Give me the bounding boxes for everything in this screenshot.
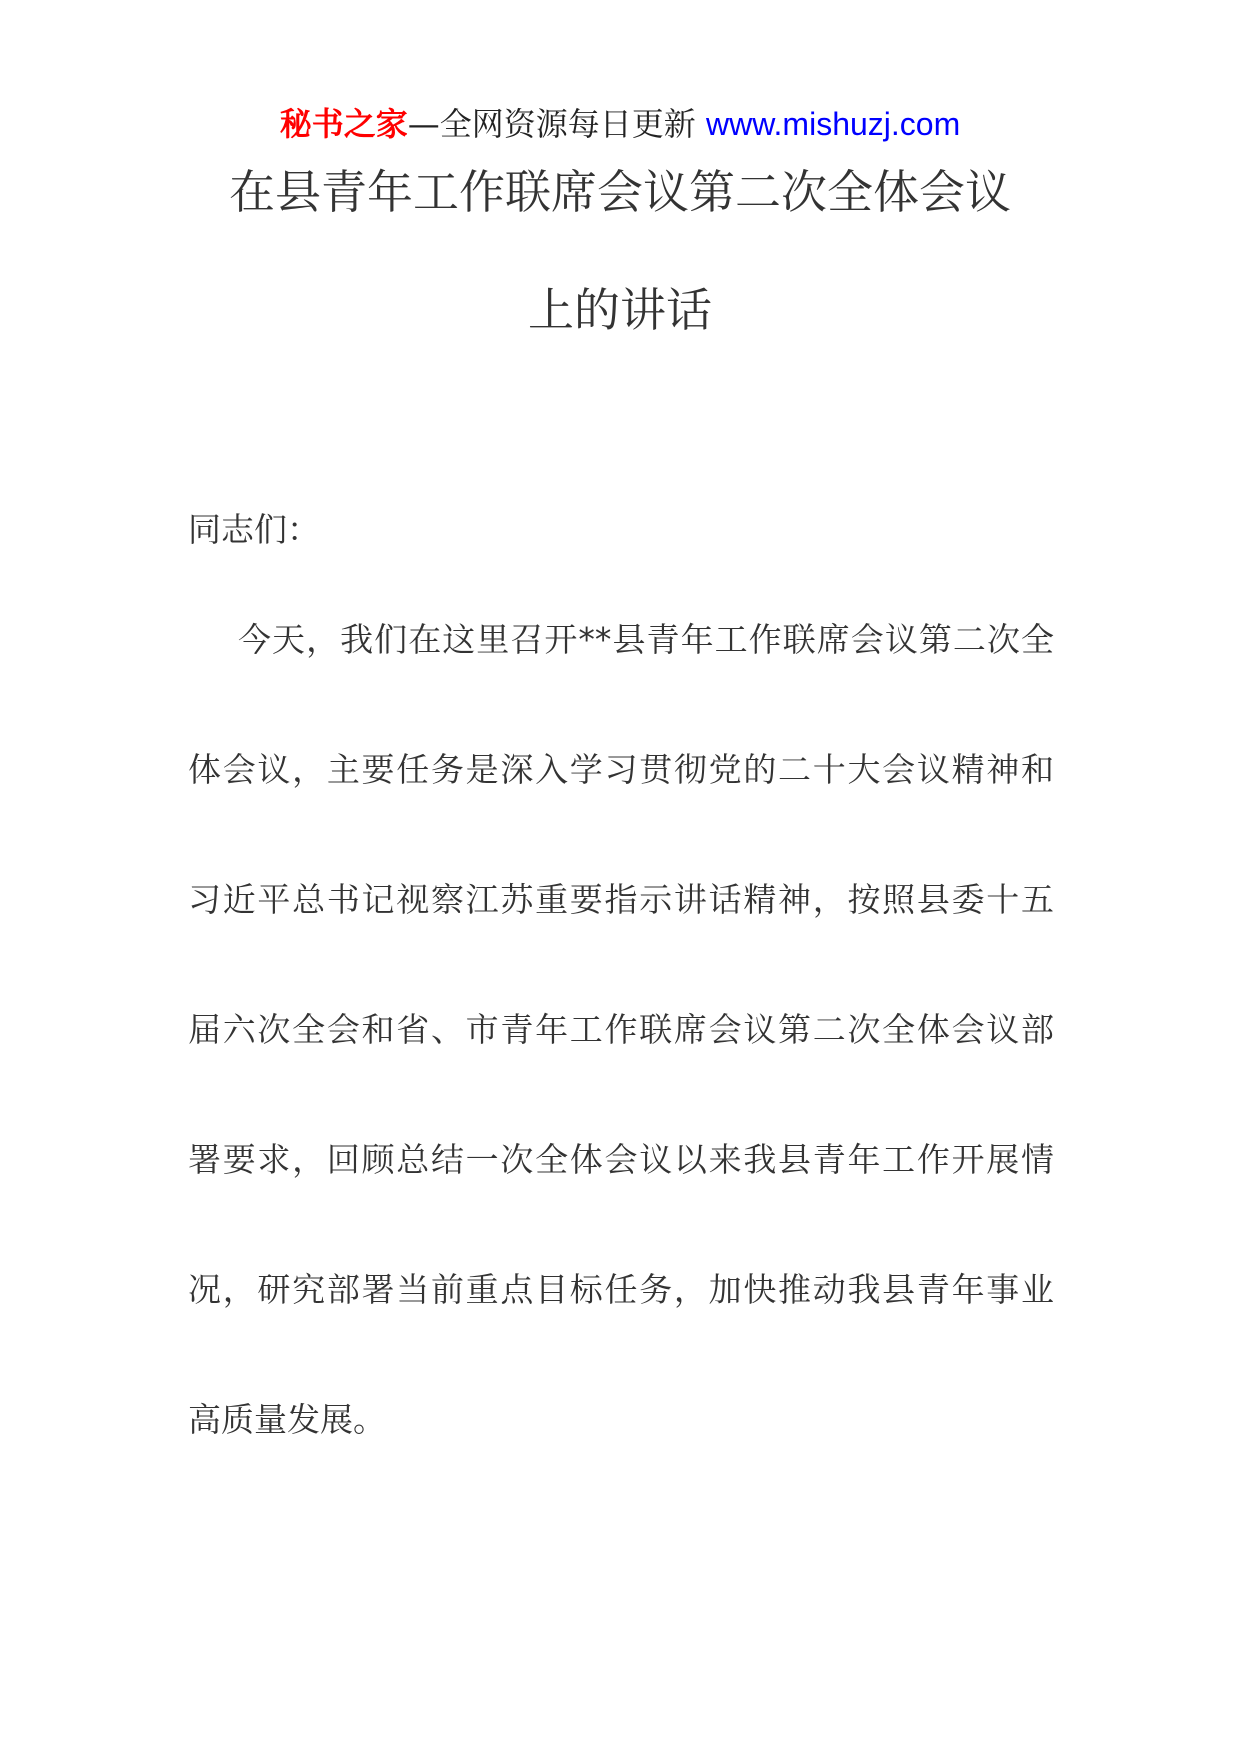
body-line: 今天，我们在这里召开**县青年工作联席会议第二次全: [238, 620, 1054, 659]
site-url-link[interactable]: www.mishuzj.com: [705, 106, 961, 142]
body-line: 届六次全会和省、市青年工作联席会议第二次全体会议部: [188, 1010, 1054, 1049]
document-title-line-2: 上的讲话: [528, 283, 712, 337]
body-line: 体会议，主要任务是深入学习贯彻党的二十大会议精神和: [188, 750, 1054, 789]
body-line: 署要求，回顾总结一次全体会议以来我县青年工作开展情: [188, 1140, 1054, 1179]
document-title-line-1: 在县青年工作联席会议第二次全体会议: [229, 165, 1011, 219]
body-line: 况，研究部署当前重点目标任务，加快推动我县青年事业: [188, 1270, 1054, 1309]
site-header: [0, 98, 1240, 150]
header-slogan: —全网资源每日更新: [407, 105, 696, 143]
body-line: 习近平总书记视察江苏重要指示讲话精神，按照县委十五: [188, 880, 1054, 919]
brand-name: 秘书之家: [279, 105, 408, 143]
salutation: 同志们：: [188, 510, 320, 549]
body-line: 高质量发展。: [188, 1400, 386, 1439]
